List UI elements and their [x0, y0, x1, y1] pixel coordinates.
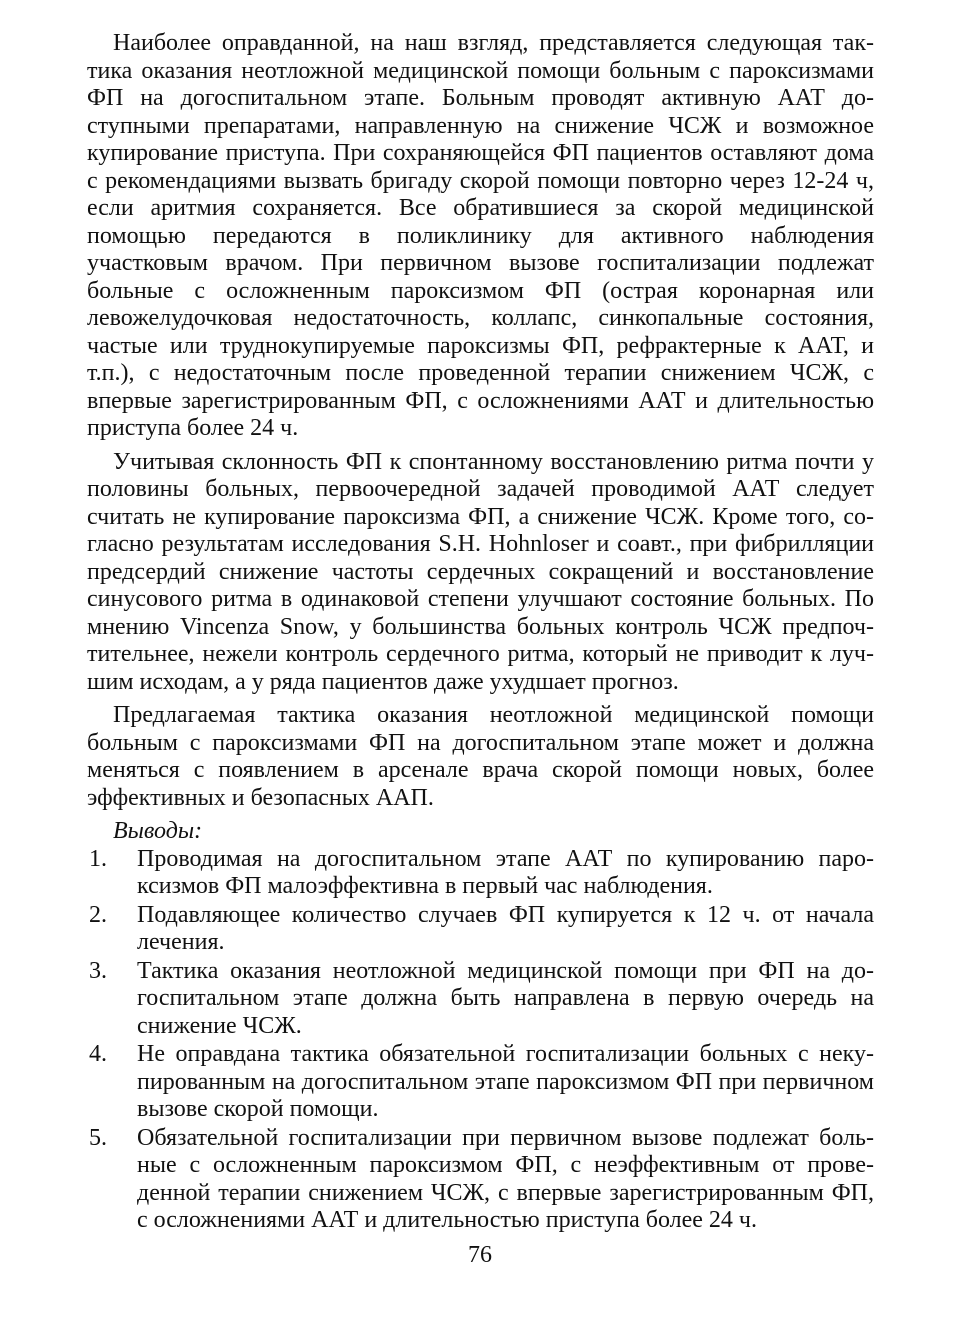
list-item-number: 5.	[89, 1124, 107, 1151]
list-item-number: 3.	[89, 957, 107, 984]
list-item-text: Подавляющее количество случаев ФП купируется к 12 ч. от начала лечения.	[137, 901, 874, 955]
list-item-text: Тактика оказания неотложной медицинской помощи при ФП на догоспитальном этапе должна быть направлена в первую очередь на снижение ЧСЖ.	[137, 957, 874, 1039]
list-item	[87, 1125, 874, 1235]
page-number: 76	[468, 1242, 492, 1268]
conclusions-list	[87, 846, 874, 1235]
list-item	[87, 846, 874, 901]
paragraph-rate-control: Учитывая склонность ФП к спонтанному восстановлению ритма почти у половины больных, первоочередной задачей проводимой ААТ следует считать не купирование пароксизма ФП, а снижение ЧСЖ. Кроме того, согласно результатам исследования S.H. Hohnloser и соавт., при фибрилляции предсердий снижение частоты сердечных сокращений и восстановление синусового ритма в одинаковой степени улучшают состояние больных. По мнению Vincenza Snow, у большинства больных контроль ЧСЖ предпочтительнее, нежели контроль сердечного ритма, который не приводит к лучшим исходам, а у ряда пациентов даже ухудшает прогноз.	[87, 448, 874, 695]
list-item-text: Обязательной госпитализации при первичном вызове подлежат больные с осложненным пароксизмом ФП, с неэффективным от проведенной терапии снижением ЧСЖ, с впервые зарегистрированным ФП, с осложнениями ААТ и длительностью приступа более 24 ч.	[137, 1124, 874, 1233]
list-item-text: Не оправдана тактика обязательной госпитализации больных с некупированным на догоспитальном этапе пароксизмом ФП при первичном вызове скорой помощи.	[137, 1041, 874, 1122]
page-body	[87, 30, 874, 1236]
paragraph-tactics: Наиболее оправданной, на наш взгляд, представляется следующая тактика оказания неотложной медицинской помощи больным с пароксизмами ФП на догоспитальном этапе. Больным проводят активную ААТ доступными препаратами, направленную на снижение ЧСЖ и возможное купирование приступа. При сохраняющейся ФП пациентов оставляют дома с рекомендациями вызвать бригаду скорой помощи повторно через 12-24 ч, если аритмия сохраняется. Все обратившиеся за скорой медицинской помощью передаются в поликлинику для активного наблюдения участковым врачом. При первичном вызове госпитализации подлежат больные с осложненным пароксизмом ФП (острая коронарная или левожелудочковая недостаточность, коллапс, синкопальные состояния, частые или труднокупируемые пароксизмы ФП, рефрактерные к ААТ, и т.п.), с недостаточным после проведенной терапии снижением ЧСЖ, с впервые зарегистрированным ФП, с осложнениями ААТ и длительностью приступа более 24 ч.	[87, 30, 874, 441]
list-item-number: 1.	[89, 845, 107, 872]
list-item-number: 4.	[89, 1041, 107, 1067]
list-item	[87, 1041, 874, 1124]
list-item-number: 2.	[89, 901, 107, 928]
list-item	[87, 902, 874, 957]
list-item	[87, 958, 874, 1041]
list-item-text: Проводимая на догоспитальном этапе ААТ по купированию пароксизмов ФП малоэффективна в первый час наблюдения.	[137, 845, 874, 899]
paragraph-proposed-tactics: Предлагаемая тактика оказания неотложной медицинской помощи больным с пароксизмами ФП на догоспитальном этапе может и должна меняться с появлением в арсенале врача скорой помощи новых, более эффективных и безопасных ААП.	[87, 702, 874, 811]
conclusions-heading: Выводы:	[113, 818, 203, 844]
